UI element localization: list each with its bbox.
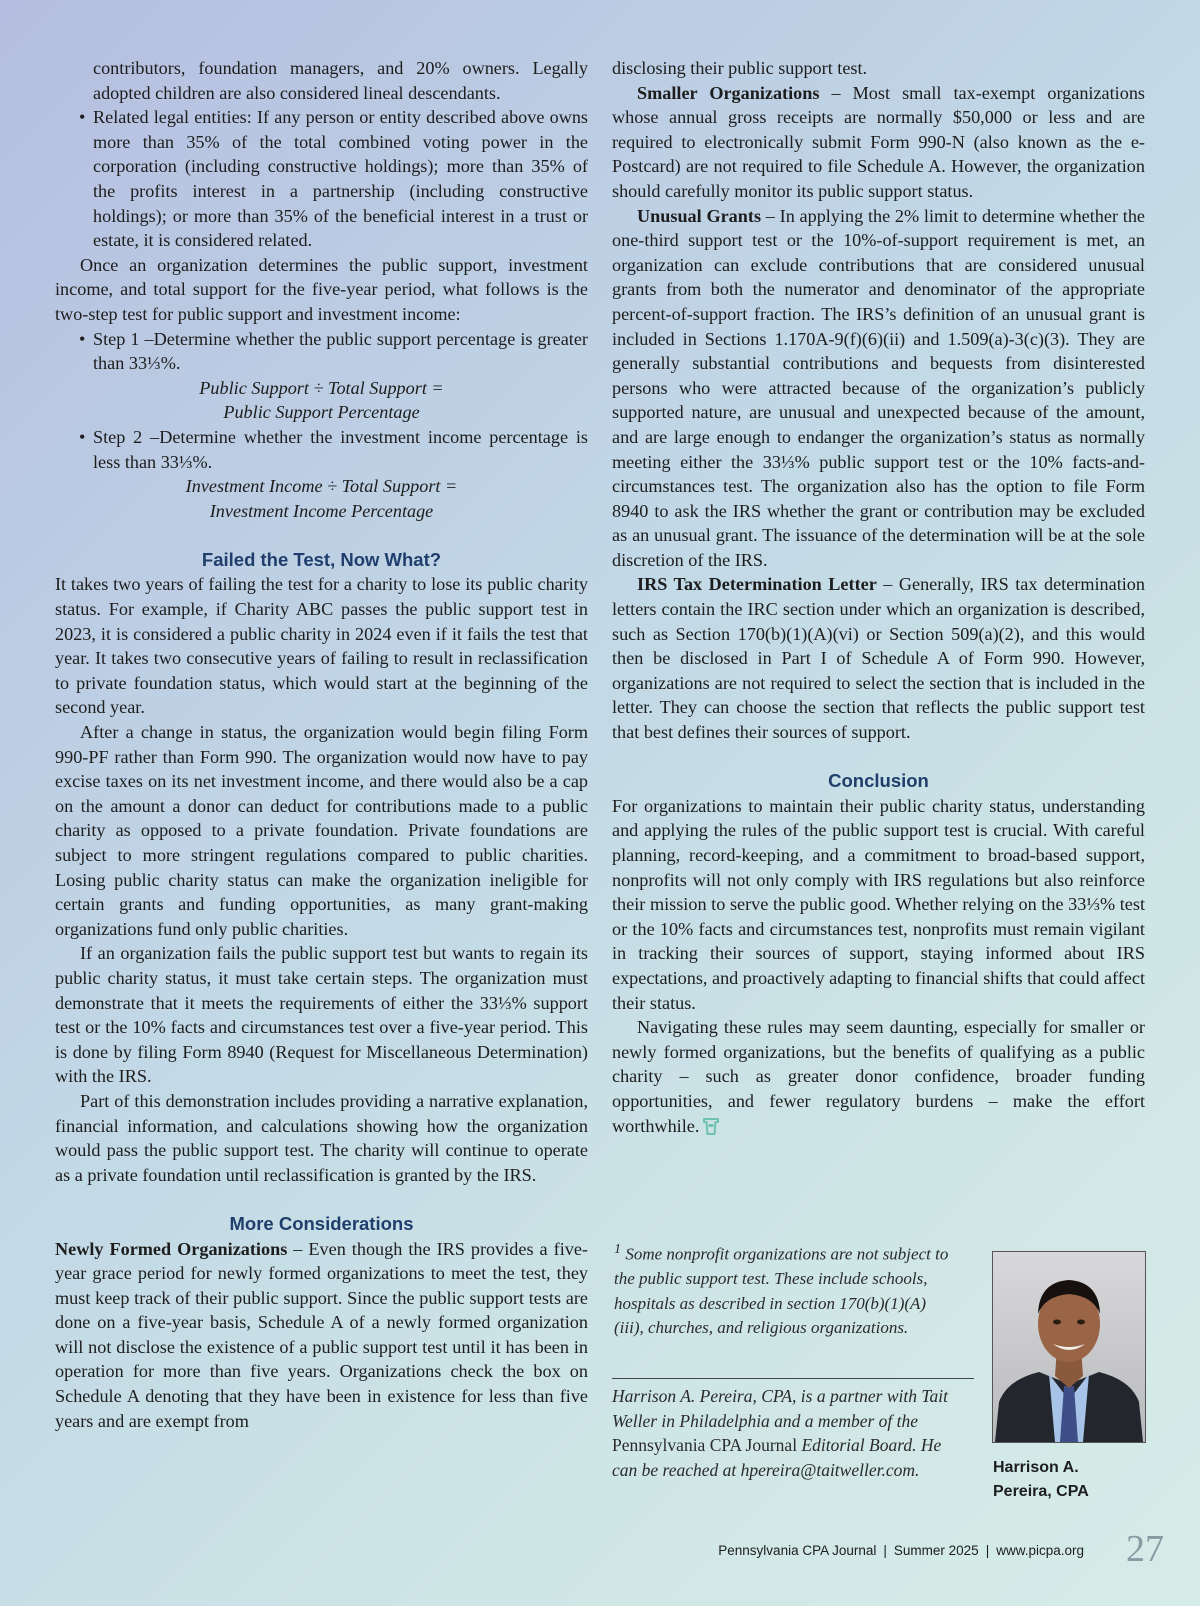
paragraph (612, 572, 1145, 744)
paragraph: For organizations to maintain their public charity status, understanding and applying the rules of the public support test is crucial. With careful planning, record-keeping, and a commitment to broad-based support, nonprofits will not only comply with IRS regulations but also reinforce their mission to serve the public good. Whether relying on the 33⅓% test or the 10% facts and circumstances test, nonprofits must remain vigilant in tracking their sources of support, staying informed about IRS expectations, and proactively adapting to financial shifts that could affect their status. (612, 795, 1145, 1013)
paragraph-text: Navigating these rules may seem daunting, especially for smaller or newly formed organizations, but the benefits of qualifying as a public charity – such as greater donor confidence, broader funding opportunities, and fewer regulatory burdens – make the effort worthwhile. (612, 1017, 1145, 1136)
formula-line: Investment Income ÷ Total Support = (185, 476, 458, 497)
paragraph-text: – In applying the 2% limit to determine whether the one-third support test or the 10%-of-support requirement is met, an organization can exclude contributions that are considered unusual grants from both the numerator and denominator of the appropriate percent-of-support fraction. The IRS’s definition of an unusual grant is included in Sections 1.170A-9(f)(6)(ii) and 1.509(a)-3(c)(3). They are generally substantial contributions and bequests from disinterested persons who were attracted because of the organization’s publicly supported nature, are unusual and unexpected because of the amount, and are large enough to endanger the organization’s status as normally meeting either the 33⅓% public support test or the 10% facts-and-circumstances test. The organization also has the option to file Form 8940 to ask the IRS whether the grant or contribution may be excluded as an unusual grant. The issuance of the determination will be at the sole discretion of the IRS. (612, 205, 1145, 570)
paragraph-text: – Most small tax-exempt organizations whose annual gross receipts are normally $50,000 or less and are required to electronically submit Form 990-N (also known as the e-Postcard) are not required to file Schedule A. However, the organization should carefully monitor its public support status. (612, 82, 1146, 201)
paragraph: contributors, foundation managers, and 20% owners. Legally adopted children are also considered lineal descendants. (93, 58, 588, 103)
left-column (55, 56, 588, 1433)
paragraph: Once an organization determines the public support, investment income, and total support for the five-year period, what follows is the two-step test for public support and investment income: (55, 254, 588, 324)
right-column (612, 56, 1145, 1138)
paragraph (612, 1015, 1145, 1138)
page-footer (718, 1543, 1084, 1558)
run-in-heading: Newly Formed Organizations (55, 1238, 288, 1259)
run-in-heading: IRS Tax Determination Letter (637, 574, 877, 595)
caption-line: Harrison A. (993, 1459, 1079, 1476)
formula-line: Public Support Percentage (223, 402, 420, 423)
footer-separator: | (883, 1543, 887, 1558)
end-mark-icon (703, 1118, 719, 1135)
footnote-marker: 1 (614, 1241, 622, 1257)
footer-issue: Summer 2025 (893, 1543, 979, 1558)
paragraph: It takes two years of failing the test for a charity to lose its public charity status. For example, if Charity ABC passes the public support test in 2023, it is considered a public charity in 2024 even if it fails the test that year. It takes two consecutive years of failing to result in reclassification to private foundation status, which would start at the beginning of the second year. (55, 574, 588, 718)
author-bio (612, 1384, 952, 1482)
paragraph (55, 1237, 588, 1434)
paragraph: Part of this demonstration includes providing a narrative explanation, financial information, and calculations showing how the organization would pass the public support test. The charity will continue to operate as a private foundation until reclassification is granted by the IRS. (55, 1090, 588, 1185)
formula-line: Investment Income Percentage (209, 500, 434, 521)
paragraph: After a change in status, the organization would begin filing Form 990-PF rather than Form 990. The organization would now have to pay excise taxes on its net investment income, and there would also be a cap on the amount a donor can deduct for contributions made to a public charity as opposed to a private foundation. Private foundations are subject to more stringent regulations compared to public charities. Losing public charity status can make the organization ineligible for certain grants and funding opportunities, as many grant-making organizations fund only public charities. (55, 722, 588, 939)
formula-line: Public Support ÷ Total Support = (199, 377, 444, 398)
divider (612, 1378, 974, 1379)
run-in-heading: Smaller Organizations (637, 82, 820, 103)
author-portrait-image (993, 1252, 1145, 1442)
paragraph-text: – Even though the IRS provides a five-year grace period for newly formed organizations to meet the test, they must keep track of their public support. Since the public support tests are done on a five-year basis, Schedule A of a newly formed organization will not disclose the existence of a public support test until it has been in operation for more than five years. Organizations check the box on Schedule A denoting that they have been in existence for less than five years and are exempt from (55, 1238, 588, 1431)
footer-journal: Pennsylvania CPA Journal (718, 1543, 877, 1558)
bullet-step-2: • Step 2 –Determine whether the investment income percentage is less than 33⅓%. (55, 425, 588, 474)
section-heading: More Considerations (229, 1212, 414, 1234)
paragraph (612, 204, 1145, 573)
caption-line: Pereira, CPA (993, 1483, 1089, 1500)
section-heading: Conclusion (828, 770, 929, 792)
bio-text: Harrison A. Pereira, CPA, is a partner with Tait Weller in Philadelphia and a member of the (612, 1386, 948, 1431)
bullet-step-1: • Step 1 –Determine whether the public support percentage is greater than 33⅓%. (55, 327, 588, 376)
paragraph (612, 81, 1145, 204)
section-heading: Failed the Test, Now What? (201, 548, 442, 570)
photo-caption (993, 1456, 1143, 1504)
author-photo (992, 1251, 1146, 1443)
footnote (612, 1237, 954, 1341)
page-number: 27 (1126, 1528, 1164, 1570)
footnote-text: Some nonprofit organizations are not subject to the public support test. These include schools, hospitals as described in section 170(b)(1)(A)(iii), churches, and religious organizations. (614, 1244, 949, 1338)
paragraph-text: – Generally, IRS tax determination letters contain the IRC section under which an organization is described, such as Section 170(b)(1)(A)(vi) or Section 509(a)(2), and this would then be disclosed in Part I of Schedule A of Form 990. However, organizations are not required to select the section that is included in the letter. They can choose the section that reflects the public support test that best defines their sources of support. (612, 574, 1145, 743)
bio-text: Editorial Board. He can be reached at hpereira@taitweller.com. (612, 1435, 942, 1480)
footer-separator: | (985, 1543, 990, 1558)
run-in-heading: Unusual Grants (637, 205, 762, 226)
bullet-related-entities: • Related legal entities: If any person or entity described above owns more than 35% of the total combined voting power in the corporation (including constructive holdings); more than 35% of the profits interest in a partnership (including constructive holdings); or more than 35% of the beneficial interest in a trust or estate, it is considered related. (55, 105, 588, 253)
paragraph: disclosing their public support test. (612, 58, 868, 78)
footer-website: www.picpa.org (996, 1543, 1084, 1558)
paragraph: If an organization fails the public support test but wants to regain its public charity status, it must take certain steps. The organization must demonstrate that it meets the requirements of either the 33⅓% support test or the 10% facts and circumstances test over a five-year period. This is done by filing Form 8940 (Request for Miscellaneous Determination) with the IRS. (55, 943, 588, 1087)
journal-name: Pennsylvania CPA Journal (612, 1435, 798, 1456)
